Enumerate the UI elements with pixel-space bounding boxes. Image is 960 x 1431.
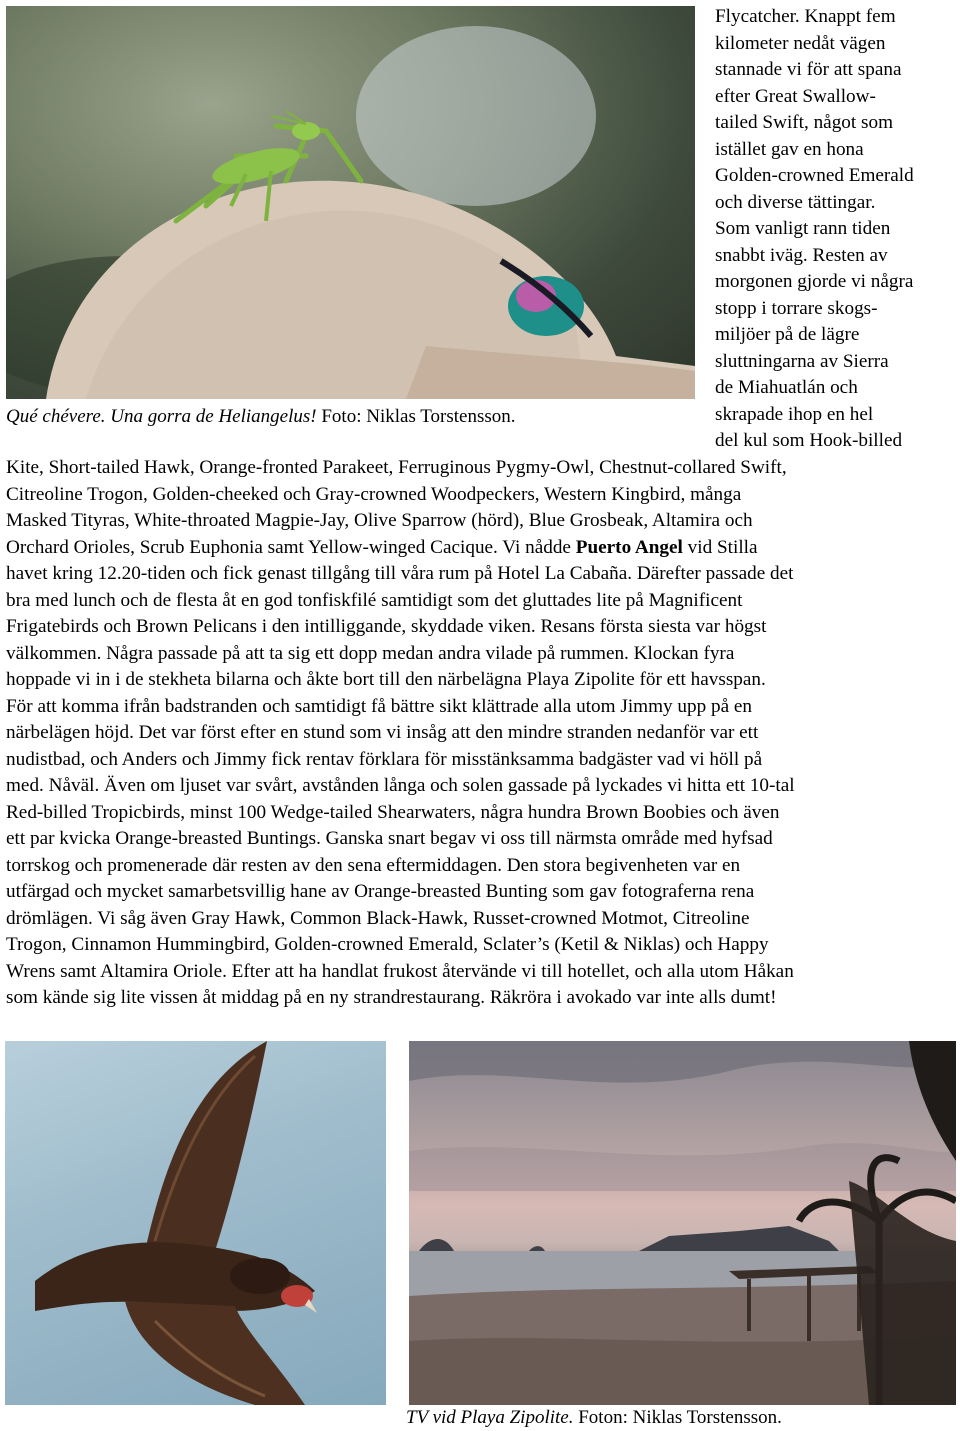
text-line: kilometer nedåt vägen <box>715 32 886 54</box>
text-line: sluttningarna av Sierra <box>715 350 889 372</box>
text-line: Golden-crowned Emerald <box>715 165 914 186</box>
text-line: Frigatebirds och Brown Pelicans i den intilliggande, skyddade viken. Resans första siesta var högst <box>6 616 767 637</box>
text-line: del kul som Hook-billed <box>715 430 903 451</box>
text-line: morgonen gjorde vi några <box>715 271 914 292</box>
photo-caption: Qué chévere. Una gorra de Heliangelus! Foto: Niklas Torstensson. <box>6 406 516 427</box>
body-paragraph <box>6 455 958 1012</box>
text-line: som kände sig lite vissen åt middag på en ny strandrestaurang. Räkröra i avokado var inte alls dumt! <box>6 987 777 1008</box>
place-name-bold: Puerto Angel <box>575 536 683 558</box>
turkey-vulture-photo <box>5 1041 386 1405</box>
text-line: Red-billed Tropicbirds, minst 100 Wedge-tailed Shearwaters, några hundra Brown Boobies och även <box>6 801 780 823</box>
text-line: Citreoline Trogon, Golden-cheeked och Gray-crowned Woodpeckers, Western Kingbird, många <box>6 483 742 505</box>
text-line: Som vanligt rann tiden <box>715 218 891 239</box>
text-line: de Miahuatlán och <box>715 377 858 398</box>
text-line: Flycatcher. Knappt fem <box>715 6 896 27</box>
text-line: torrskog och promenerade där resten av den sena eftermiddagen. Den stora begivenheten var en <box>6 854 741 876</box>
playa-zipolite-sunset-photo <box>409 1041 956 1405</box>
text-line: istället gav en hona <box>715 138 864 160</box>
text-line: ett par kvicka Orange-breasted Buntings. Ganska snart begav vi oss till närmsta område med hyfsad <box>6 828 773 849</box>
text-line: Kite, Short-tailed Hawk, Orange-fronted Parakeet, Ferruginous Pygmy-Owl, Chestnut-collared Swift, <box>6 457 787 478</box>
text-line: skrapade ihop en hel <box>715 403 874 425</box>
text-line: efter Great Swallow- <box>715 85 876 107</box>
text-line: och diverse tättingar. <box>715 191 876 213</box>
text-line: nudistbad, och Anders och Jimmy fick rentav förklara för misstänksamma badgäster vad vi höll på <box>6 748 763 770</box>
text-line: med. Nåväl. Även om ljuset var svårt, avstånden långa och solen gassade på lyckades vi hitta ett 10-tal <box>6 775 795 796</box>
text-line: För att komma ifrån badstranden och samtidigt få bättre sikt klättrade alla utom Jimmy upp på en <box>6 695 752 717</box>
text-line: Trogon, Cinnamon Hummingbird, Golden-crowned Emerald, Sclater’s (Ketil & Niklas) och Happy <box>6 934 769 955</box>
text-line: välkommen. Några passade på att ta sig ett dopp medan andra vilade på rummen. Klockan fyra <box>6 642 735 664</box>
photo-caption: TV vid Playa Zipolite. Foton: Niklas Torstensson. <box>406 1407 782 1428</box>
right-column-text <box>715 4 960 455</box>
text-line: stannade vi för att spana <box>715 59 902 80</box>
text-line: Wrens samt Altamira Oriole. Efter att ha handlat frukost återvände vi till hotellet, och alla utom Håkan <box>6 960 794 982</box>
text-line: hoppade vi in i de stekheta bilarna och åkte bort till den närbelägna Playa Zipolite för ett havsspan. <box>6 669 766 690</box>
text-line: utfärgad och mycket samarbetsvillig hane av Orange-breasted Bunting som gav fotograferna rena <box>6 881 755 902</box>
text-line: tailed Swift, något som <box>715 112 893 133</box>
text-line: Masked Tityras, White-throated Magpie-Jay, Olive Sparrow (hörd), Blue Grosbeak, Altamira och <box>6 510 753 531</box>
text-line: stopp i torrare skogs- <box>715 297 878 319</box>
text-line: miljöer på de lägre <box>715 324 860 345</box>
mantis-on-cap-photo <box>6 6 695 399</box>
text-line: närbelägen höjd. Det var först efter en stund som vi insåg att den mindre stranden nedanför var ett <box>6 722 759 743</box>
text-line: snabbt iväg. Resten av <box>715 244 888 266</box>
text-line: havet kring 12.20-tiden och fick genast tillgång till våra rum på Hotel La Cabaña. Därefter passade det <box>6 563 794 584</box>
text-line: bra med lunch och de flesta åt en god tonfiskfilé samtidigt som det gluttades lite på Magnificent <box>6 589 743 611</box>
text-line: Orchard Orioles, Scrub Euphonia samt Yellow-winged Cacique. Vi nådde Puerto Angel vid Stilla <box>6 536 758 558</box>
text-line: drömlägen. Vi såg även Gray Hawk, Common Black-Hawk, Russet-crowned Motmot, Citreoline <box>6 907 750 929</box>
